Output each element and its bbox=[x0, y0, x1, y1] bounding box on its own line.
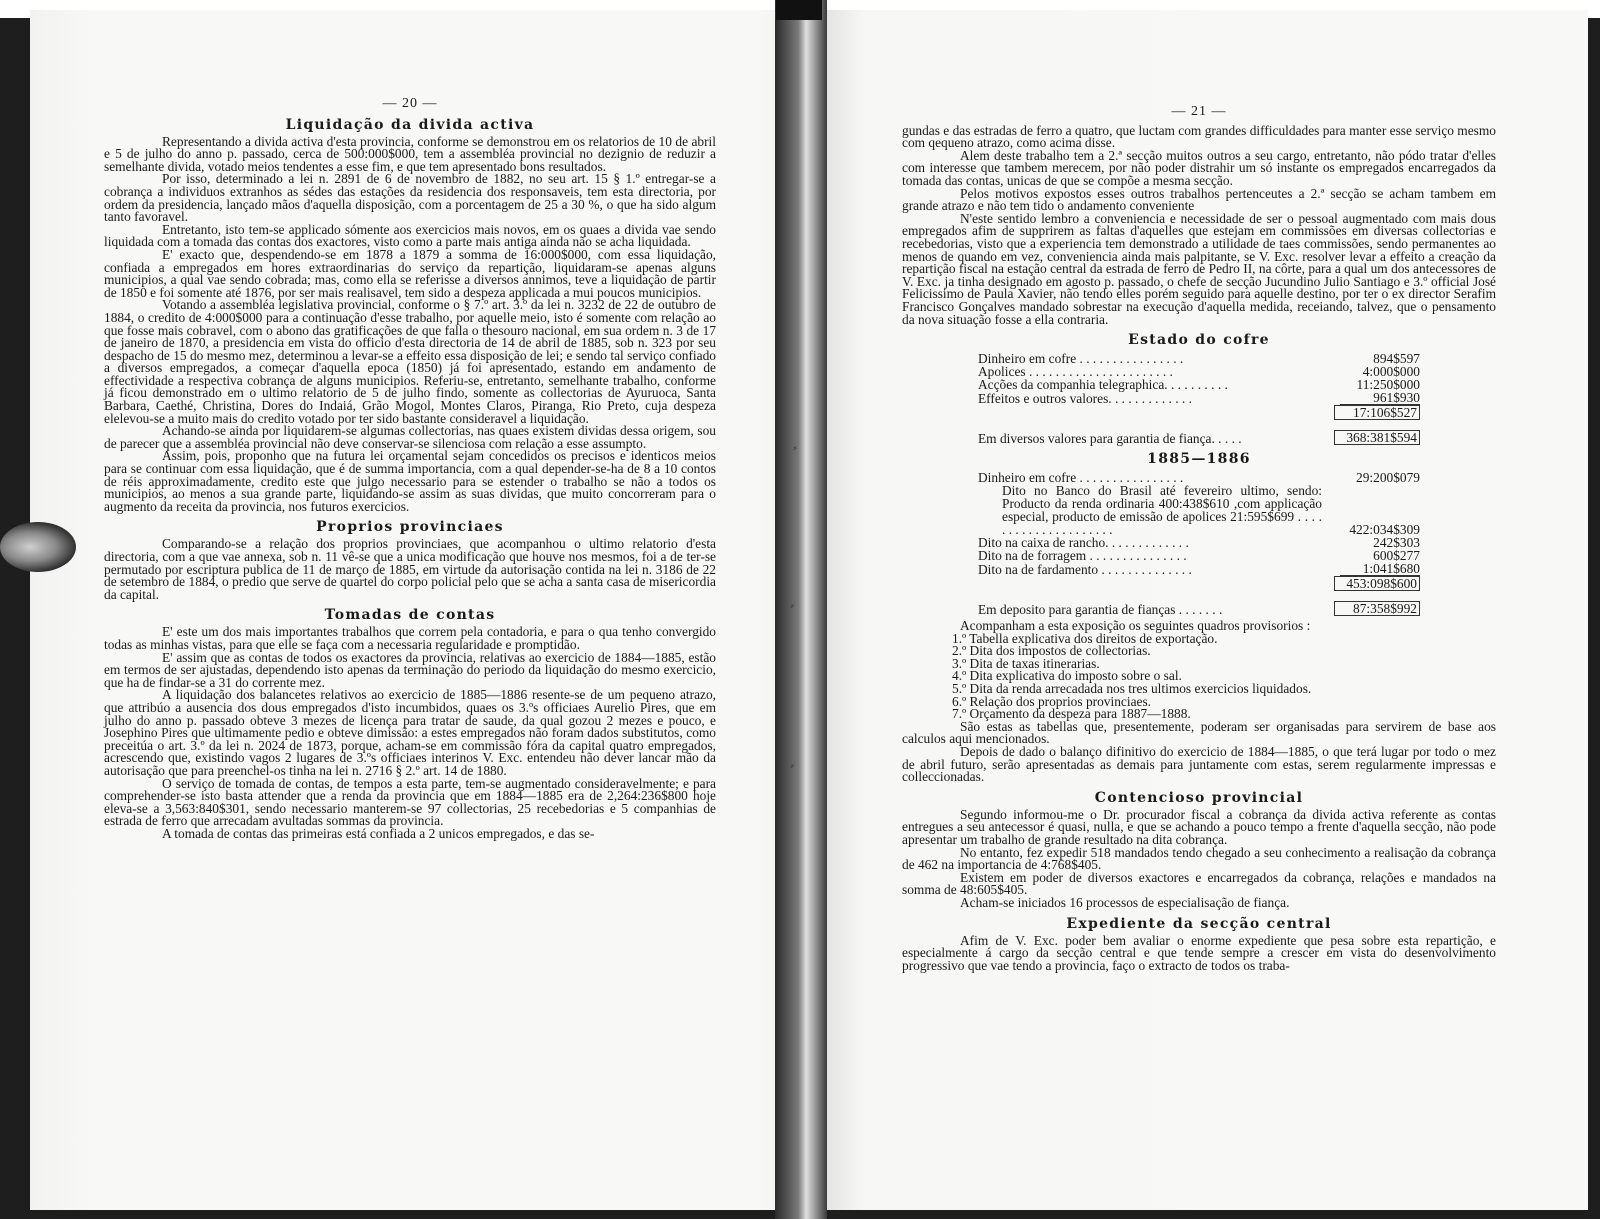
row-label: Dito na caixa de rancho. . . . . . . . . . . . . bbox=[978, 535, 1189, 551]
paragraph: Entretanto, isto tem-se applicado sómente aos exercicios mais novos, em os quaes a divida vae sendo liquidada com a tomada das contas dos exactores, visto como a parte mais antiga ainda não se acha liquidada. bbox=[104, 221, 716, 250]
section-title: Liquidação da divida activa bbox=[285, 116, 535, 133]
paragraph: A liquidação dos balancetes relativos ao exercicio de 1885—1886 resente-se de um pequeno atrazo, que attribúo a ausencia dos dous empregados d'isto incumbidos, quaes os 3.ºs officiaes Aurelio Pires, que em julho do anno p. passado obteve 3 mezes de licença para tratar de saude, da qual gozou 2 mezes e pouco, e Josephino Pires que ultimamente pedio e obteve dimissão: a estes empregados não foram dados substitutos, como preceitúa o art. 3.º da lei n. 2024 de 1873, porque, acham-se em commissão fóra da capital quatro empregados, acrescendo que, existindo vagos 2 lugares de 3.ºs officiaes interinos V. Exc. entendeu não dever lancar mão da autorisação que para preenchel-os tinha na lei n. 2716 § 2.º art. 14 de 1880. bbox=[104, 687, 716, 778]
page-number: — 20 — bbox=[382, 96, 438, 111]
paragraph: Votando a assembléa legislativa provincial, conforme o § 7.º art. 3.º da lei n. 3232 de 22 de outubro de 1884, o credito de 4:000$000 para a continuação d'esse trabalho, por aquelle meio, isto é somente com relação ao que fosse mais cobravel, com o abono das gratificações de que falla o thesouro nacional, em sua ordem n. 3 de 17 de janeiro de 1870, a presidencia em vista do officio d'esta directoria de 14 de abril de 1885, sob n. 323 por seu despacho de 15 do mesmo mez, determinou a levar-se a effeito essa disposição de lei; e sendo tal serviço confiado a diversos empregados, a começar d'aquella epoca (1850) já foi apresentado, estando em andamento de effectividade a respectiva cobrança de alguns municipios. Referiu-se, entretanto, semelhante trabalho, conforme já ficou demonstrado em o ultimo relatorio de 5 de julho findo, somente as collectorias de Ayuruoca, Santa Barbara, Caethé, Christina, Dores do Indaiá, Grão Mogol, Montes Claros, Piranga, Rio Preto, cuja despeza elelevou-se a muito mais do credito votado por ter sido bastante consideravel a liquidação. bbox=[104, 297, 716, 426]
paragraph: Existem em poder de diversos exactores e encarregados da cobrança, relações e mandados na somma de 48:605$405. bbox=[902, 869, 1496, 898]
margin-mark: ⸗ bbox=[790, 598, 794, 612]
table-row bbox=[978, 430, 1420, 445]
list-item: 1.º Tabella explicativa dos direitos de exportação. bbox=[952, 630, 1218, 646]
row-value: 600$277 bbox=[1373, 548, 1420, 564]
row-label: Effeitos e outros valores. . . . . . . . . . . . . bbox=[978, 391, 1192, 407]
list-item: 7.º Orçamento da despeza para 1887—1888. bbox=[952, 706, 1191, 722]
row-value: 87:358$992 bbox=[1334, 601, 1420, 616]
row-label: Dinheiro em cofre . . . . . . . . . . . . . . . . bbox=[978, 351, 1184, 367]
cofre-table bbox=[978, 352, 1420, 445]
page-number: — 21 — bbox=[1171, 104, 1227, 119]
row-label: Apolices . . . . . . . . . . . . . . . . . . . . . . bbox=[978, 364, 1173, 380]
total-row bbox=[978, 405, 1420, 420]
table-row bbox=[978, 378, 1420, 391]
paragraph: E' exacto que, despendendo-se em 1878 a 1879 a somma de 16:000$000, com essa liquidação, confiada a empregados em hores extraordinarias do serviço da repartição, liquidaram-se apenas alguns municipios, a qual vae sendo cobrada; mas, como ella se referisse a diversos annimos, teve a liquidação de partir de 1850 e foi somente até 1876, por ser mais realisavel, tem sido a despeza applicada a mui poucos municipios. bbox=[104, 246, 716, 300]
book-gutter bbox=[775, 0, 827, 1219]
paragraph: Por isso, determinado a lei n. 2891 de 6 de novembro de 1882, no seu art. 15 § 1.º entregar-se a cobrança a individuos extranhos as sédes das estações da residencia dos responsaveis, tem esta directoria, por ordem da presidencia, lançado mãos d'aquella disposição, com a porcentagem de 25 a 30 %, o que ha sido algum tanto favoravel. bbox=[104, 171, 716, 225]
row-value: 11:250$000 bbox=[1356, 377, 1420, 393]
page-blot bbox=[0, 522, 76, 572]
row-value: 4:000$000 bbox=[1362, 364, 1420, 380]
paragraph: Acompanham a esta exposição os seguintes quadros provisorios : bbox=[960, 618, 1311, 634]
row-label: Em deposito para garantia de fianças . . . . . . . bbox=[978, 602, 1223, 618]
list-item: 3.º Dita de taxas itinerarias. bbox=[952, 655, 1100, 671]
paragraph: Comparando-se a relação dos proprios provinciaes, que acompanhou o ultimo relatorio d'esta directoria, com a que vae annexa, sob n. 11 vê-se que a unica modificação que houve nos mesmos, foi a de ter-se permutado por escriptura publica de 11 de março de 1885, em virtude da autorisação contida na lei n. 3186 de 22 de setembro de 1884, o predio que serve de quartel do corpo policial pelo que se acha a santa casa de misericordia da capital. bbox=[104, 536, 716, 602]
table-row bbox=[978, 601, 1420, 616]
total-row bbox=[978, 576, 1420, 591]
table-row bbox=[978, 549, 1420, 562]
quadros-list bbox=[952, 630, 1496, 722]
row-value: 422:034$309 bbox=[1349, 522, 1420, 538]
total-value: 453:098$600 bbox=[1334, 576, 1420, 591]
table-row bbox=[978, 484, 1420, 536]
paragraph: A tomada de contas das primeiras está confiada a 2 unicos empregados, e das se- bbox=[162, 825, 595, 841]
section-title: Contencioso provincial bbox=[1094, 789, 1304, 806]
paragraph: Assim, pois, proponho que na futura lei orçamental sejam concedidos os precisos e identicos meios para se continuar com essa liquidação, que é de summa importancia, com a qual depender-se-ha de 8 a 10 contos de réis approximadamente, credito este que julgo necessario para se estender o trabalho se não a todos os municipios, ao menos a sua grande parte, liquidando-se assim as suas dividas, que muito concorreram para o augmento da receita da provincia, nos futuros exercicios. bbox=[104, 448, 716, 514]
row-label: Dito no Banco do Brasil até fevereiro ultimo, sendo: Producto da renda ordinaria 400:438$610 ,com applicação especial, producto de emissão de apolices 21:595$699 . . . . . . . . . . . . . . . . . . . . . bbox=[1002, 483, 1322, 538]
row-label: Acções da companhia telegraphica. . . . . . . . . . bbox=[978, 377, 1228, 393]
list-item: 4.º Dita explicativa do imposto sobre o sal. bbox=[952, 668, 1182, 684]
paragraph: Representando a divida activa d'esta provincia, conforme se demonstrou em os relatorios de 10 de abril e 5 de julho do anno p. passado, cerca de 500:000$000, tem a assembléa provincial no dezignio de reduzir a semelhante divida, votado meios tendentes a esse fim, e que tem apresentado bons resultados. bbox=[104, 133, 716, 174]
list-item: 5.º Dita da renda arrecadada nos tres ultimos exercicios liquidados. bbox=[952, 681, 1312, 697]
row-label: Dinheiro em cofre . . . . . . . . . . . . . . . . bbox=[978, 470, 1184, 486]
row-label: Dito na de forragem . . . . . . . . . . . . . . . bbox=[978, 548, 1187, 564]
paragraph: Alem deste trabalho tem a 2.ª secção muitos outros a seu cargo, entretanto, não pódo tratar d'elles com interesse que tambem merecem, por não poder distrahir um só instante os empregados encarregados da tomada das contas, unicas de que se compõe a mesma secção. bbox=[902, 147, 1496, 188]
section-title: 1885—1886 bbox=[1147, 451, 1251, 468]
paragraph: No entanto, fez expedir 518 mandados tendo chegado a seu conhecimento a realisação da cobrança de 462 na importancia de 4:768$405. bbox=[902, 844, 1496, 873]
exercicio-table bbox=[978, 471, 1420, 616]
paragraph: Segundo informou-me o Dr. procurador fiscal a cobrança da divida activa referente as contas entregues a seu antecessor é quasi, nulla, e que se achando a pouco tempo a frente d'aquella secção, não pode apresentar um trabalho de grande resultado na dita cobrança. bbox=[902, 806, 1496, 847]
row-value: 961$930 bbox=[1340, 391, 1420, 405]
section-title: Expediente da secção central bbox=[1066, 915, 1332, 932]
paragraph: N'este sentido lembro a conveniencia e necessidade de ser o pessoal augmentado com mais dous empregados afim de supprirem as faltas d'aquelles que estejam em commissões em diversas collectorias e recebedorias, visto que a experiencia tem demonstrado a utilidade de taes commissões, sendo permanentes ao menos de quando em vez, conveniencia ainda mais palpitante, se V. Exc. resolver levar a effeito a creação da repartição fiscal na estação central da estrada de ferro de Pedro II, na côrte, para a qual um dos antecessores de V. Exc. ja tinha designado em agosto p. passado, o chefe de secção Jucundino Julio Santiago e 3.º official José Felicissimo de Paula Xavier, não tendo elles porém seguido para aquelle destino, por ter o ex director Serafim Francisco Gonçalves mandado sobrestar na execução d'aquella medida, receiando, talvez, que o pensamento da nova situação fosse a ella contraria. bbox=[902, 210, 1496, 327]
row-label: Dito na de fardamento . . . . . . . . . . . . . . bbox=[978, 562, 1192, 578]
list-item: 2.º Dita dos impostos de collectorias. bbox=[952, 643, 1151, 659]
paragraph: Pelos motivos expostos esses outros trabalhos pertenceutes a 2.ª secção se acham tambem em grande atrazo e não tem tido o andamento conveniente bbox=[902, 185, 1496, 214]
paragraph: O serviço de tomada de contas, de tempos a esta parte, tem-se augmentado consideravelmente; e para comprehender-se isto basta attender que a renda da provincia que em 1884—1885 era de 2,264:236$800 hoje eleva-se a 3,563:840$301, sendo necessario manterem-se 97 collectorias, 25 recebedorias e 5 companhias de estrada de ferro que arrecadam avultadas sommas da provincia. bbox=[104, 775, 716, 829]
paragraph: São estas as tabellas que, presentemente, poderam ser organisadas para servirem de base aos calculos aqui mencionados. bbox=[902, 718, 1496, 747]
left-page-text bbox=[104, 98, 716, 840]
row-value: 29:200$079 bbox=[1356, 470, 1420, 486]
section-title: Estado do cofre bbox=[1128, 332, 1270, 349]
paragraph: gundas e das estradas de ferro a quatro, que luctam com grandes difficuldades para manter esse serviço mesmo com qequeno atrazo, como acima disse. bbox=[902, 122, 1496, 151]
row-value: 894$597 bbox=[1373, 351, 1420, 367]
row-label: Em diversos valores para garantia de fiança. . . . . bbox=[978, 431, 1242, 447]
margin-mark: ⸗ bbox=[793, 440, 797, 454]
row-value: 1:041$680 bbox=[1340, 562, 1420, 576]
table-row bbox=[978, 391, 1420, 405]
right-page-text bbox=[902, 106, 1496, 972]
gutter-shadow bbox=[776, 0, 822, 20]
row-value: 242$303 bbox=[1373, 535, 1420, 551]
table-row bbox=[978, 562, 1420, 576]
total-value: 17:106$527 bbox=[1334, 405, 1420, 420]
paragraph: Afim de V. Exc. poder bem avaliar o enorme expediente que pesa sobre esta repartição, e especialmente á cargo da secção central e que tende sempre a crescer em vista do desenvolvimento progressivo que vae tendo a provincia, faço o extracto de todos os traba- bbox=[902, 932, 1496, 973]
row-value: 368:381$594 bbox=[1334, 430, 1420, 445]
paragraph: Acham-se iniciados 16 processos de especialisação de fiança. bbox=[960, 894, 1290, 910]
paragraph: Depois de dado o balanço difinitivo do exercicio de 1884—1885, o que terá lugar por todo o mez de abril futuro, serão apresentadas as demais para juntamente com estas, serem regularmente impressas e colleccionadas. bbox=[902, 744, 1496, 785]
section-title: Proprios provinciaes bbox=[316, 519, 504, 536]
paragraph: Achando-se ainda por liquidarem-se algumas collectorias, nas quaes existem dividas dessa origem, sou de parecer que a assembléa provincial não deve conservar-se silenciosa com relação a esse assumpto. bbox=[104, 423, 716, 451]
list-item: 6.º Relação dos proprios provinciaes. bbox=[952, 693, 1152, 709]
paragraph: E' assim que as contas de todos os exactores da provincia, relativas ao exercicio de 1884—1885, estão em termos de ser ajustadas, dependendo isto apenas da terminação do periodo da liquidação do mesmo exercicio, que ha de findar-se a 31 do corrente mez. bbox=[104, 649, 716, 690]
margin-mark: ⸗ bbox=[790, 758, 794, 772]
section-title: Tomadas de contas bbox=[324, 607, 496, 624]
paragraph: E' este um dos mais importantes trabalhos que correm pela contadoria, e para o qua tenho convergido todas as minhas vistas, para que elle se faça com a necessaria regularidade e promptidão. bbox=[104, 624, 716, 652]
